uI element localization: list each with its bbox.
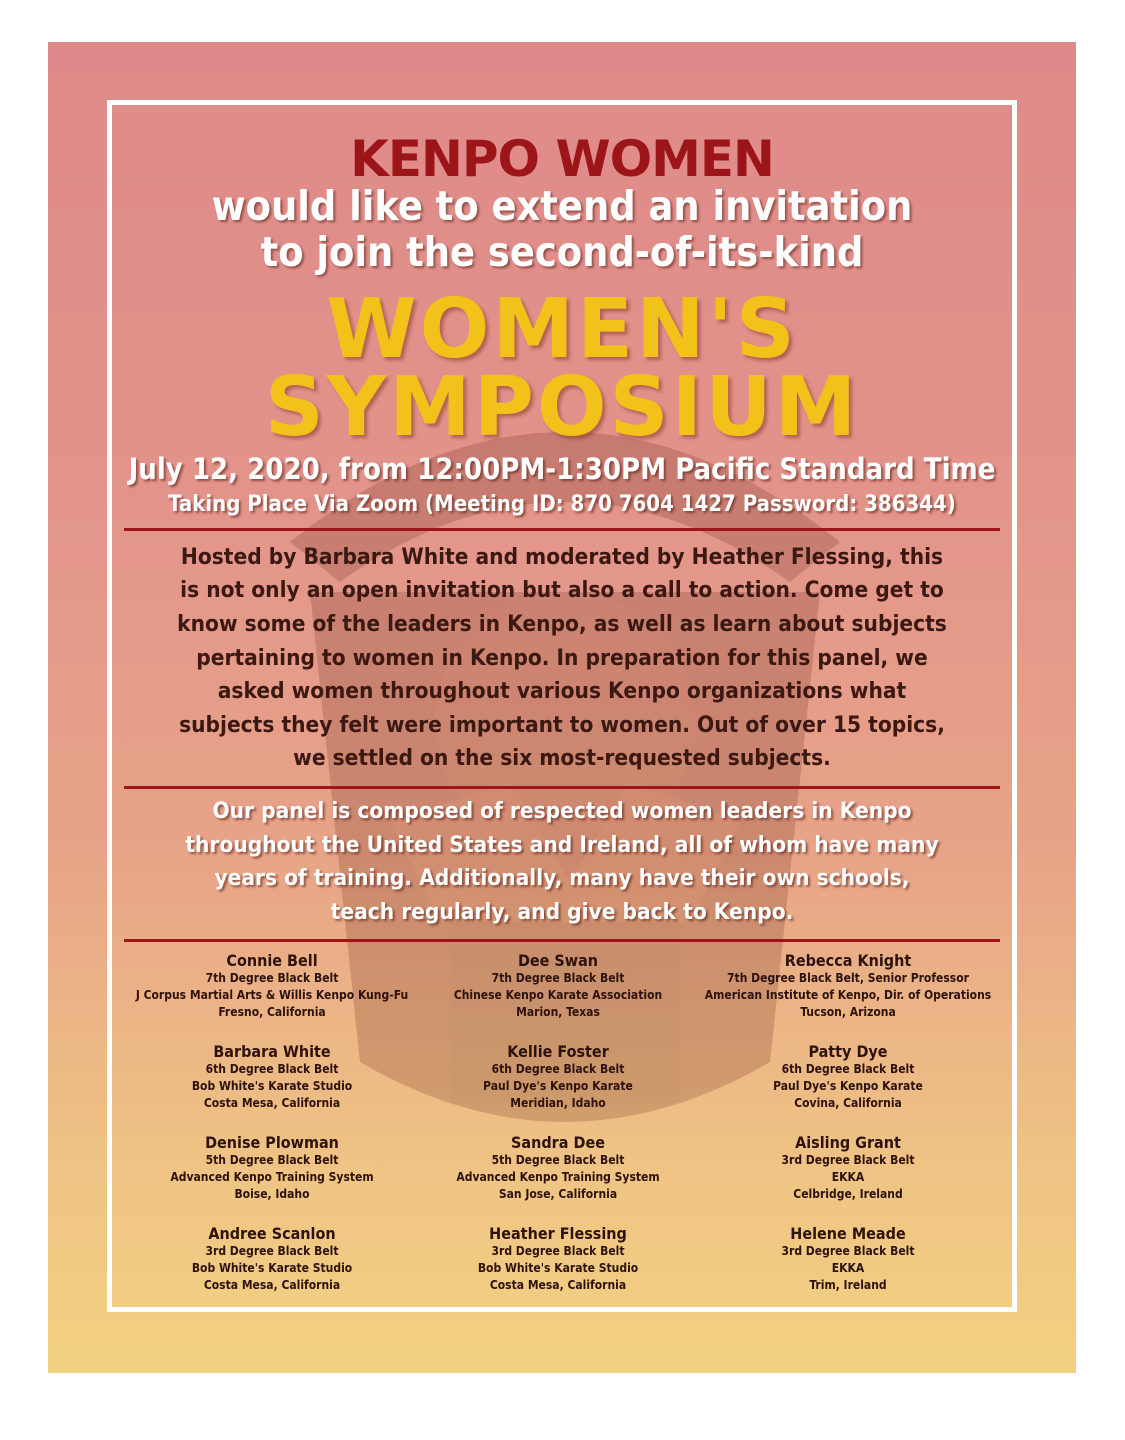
description-line: we settled on the six most-requested subjects. (293, 745, 831, 771)
panelist-card (408, 1134, 708, 1225)
panelist-name: Connie Bell (226, 951, 318, 970)
panelist-column-right (698, 952, 998, 1316)
flyer-background (48, 42, 1076, 1373)
panelist-org: American Institute of Kenpo, Dir. of Operations (704, 988, 992, 1002)
panelist-org: Bob White's Karate Studio (191, 1261, 353, 1275)
panelist-org: EKKA (831, 1261, 865, 1275)
panelist-org: Advanced Kenpo Training System (170, 1170, 374, 1184)
event-title-line-2: SYMPOSIUM (264, 360, 860, 455)
panelist-rank: 7th Degree Black Belt (205, 971, 339, 985)
panelist-name: Aisling Grant (795, 1133, 901, 1152)
panelist-location: Meridian, Idaho (510, 1096, 606, 1110)
panelist-rank: 7th Degree Black Belt, Senior Professor (727, 971, 969, 985)
panelist-card (122, 1225, 422, 1316)
panelist-card (122, 1134, 422, 1225)
panelist-column-left (122, 952, 422, 1316)
panel-intro-line: throughout the United States and Ireland, all of whom have many (185, 832, 939, 858)
panelist-name: Rebecca Knight (784, 951, 912, 970)
panelist-location: Trim, Ireland (809, 1278, 887, 1292)
org-title: KENPO WOMEN (350, 130, 774, 188)
panelist-org: Bob White's Karate Studio (191, 1079, 353, 1093)
panelist-rank: 5th Degree Black Belt (205, 1153, 339, 1167)
panelist-rank: 3rd Degree Black Belt (205, 1244, 339, 1258)
panelist-card (698, 1134, 998, 1225)
panelist-org: Paul Dye's Kenpo Karate (773, 1079, 923, 1093)
panelist-org: Paul Dye's Kenpo Karate (483, 1079, 633, 1093)
panel-intro-line: years of training. Additionally, many have their own schools, (214, 865, 910, 891)
panelist-org: Bob White's Karate Studio (477, 1261, 639, 1275)
description-line: know some of the leaders in Kenpo, as well as learn about subjects (177, 611, 947, 637)
panelist-name: Patty Dye (808, 1042, 888, 1061)
panelist-location: Costa Mesa, California (203, 1278, 341, 1292)
panelist-org: Chinese Kenpo Karate Association (453, 988, 663, 1002)
description-line: subjects they felt were important to women. Out of over 15 topics, (179, 712, 945, 738)
panelist-column-center (408, 952, 708, 1316)
panelist-card (122, 952, 422, 1043)
panelist-name: Kellie Foster (507, 1042, 609, 1061)
panelist-name: Andree Scanlon (208, 1224, 336, 1243)
description-line: Hosted by Barbara White and moderated by Heather Flessing, this (180, 544, 944, 570)
panelist-rank: 6th Degree Black Belt (781, 1062, 915, 1076)
panelist-location: Celbridge, Ireland (793, 1187, 903, 1201)
panelist-card (408, 952, 708, 1043)
panelist-card (122, 1043, 422, 1134)
panelist-location: Tucson, Arizona (800, 1005, 896, 1019)
panel-intro-line: teach regularly, and give back to Kenpo. (330, 899, 794, 925)
invite-line-1: would like to extend an invitation (211, 182, 913, 230)
panelist-location: Covina, California (794, 1096, 902, 1110)
panelist-name: Sandra Dee (511, 1133, 605, 1152)
panelist-card (698, 1225, 998, 1316)
invite-line-2: to join the second-of-its-kind (260, 228, 864, 276)
panelist-card (408, 1225, 708, 1316)
panelist-org: Advanced Kenpo Training System (456, 1170, 660, 1184)
description-line: asked women throughout various Kenpo organizations what (217, 678, 907, 704)
panelist-rank: 3rd Degree Black Belt (781, 1244, 915, 1258)
panelist-rank: 6th Degree Black Belt (491, 1062, 625, 1076)
divider-rule (124, 939, 1000, 942)
panelist-name: Denise Plowman (205, 1133, 339, 1152)
panelist-location: Costa Mesa, California (203, 1096, 341, 1110)
panelist-rank: 3rd Degree Black Belt (491, 1244, 625, 1258)
description-line: pertaining to women in Kenpo. In preparation for this panel, we (196, 645, 928, 671)
zoom-details: Taking Place Via Zoom (Meeting ID: 870 7604 1427 Password: 386344) (168, 492, 956, 517)
panelist-name: Dee Swan (517, 951, 599, 970)
divider-rule (124, 528, 1000, 531)
panelist-location: Marion, Texas (516, 1005, 600, 1019)
panelist-name: Helene Meade (790, 1224, 906, 1243)
panelist-location: Boise, Idaho (234, 1187, 310, 1201)
panelist-location: San Jose, California (498, 1187, 618, 1201)
panelist-card (698, 1043, 998, 1134)
description-line: is not only an open invitation but also a call to action. Come get to (180, 577, 944, 603)
panelist-rank: 3rd Degree Black Belt (781, 1153, 915, 1167)
panelist-rank: 6th Degree Black Belt (205, 1062, 339, 1076)
panelist-location: Costa Mesa, California (489, 1278, 627, 1292)
panelist-rank: 5th Degree Black Belt (491, 1153, 625, 1167)
divider-rule (124, 786, 1000, 789)
panelist-card (408, 1043, 708, 1134)
event-date-time: July 12, 2020, from 12:00PM-1:30PM Pacific Standard Time (128, 452, 996, 486)
event-title-line-1: WOMEN'S (326, 282, 798, 377)
panelist-name: Barbara White (213, 1042, 331, 1061)
panelist-card (698, 952, 998, 1043)
panelist-rank: 7th Degree Black Belt (491, 971, 625, 985)
panel-intro-line: Our panel is composed of respected women leaders in Kenpo (212, 798, 912, 824)
panelist-location: Fresno, California (218, 1005, 326, 1019)
flyer-content (48, 42, 1076, 1373)
panelist-org: EKKA (831, 1170, 865, 1184)
panelist-org: J Corpus Martial Arts & Willis Kenpo Kung-Fu (135, 988, 409, 1002)
panelist-name: Heather Flessing (489, 1224, 627, 1243)
